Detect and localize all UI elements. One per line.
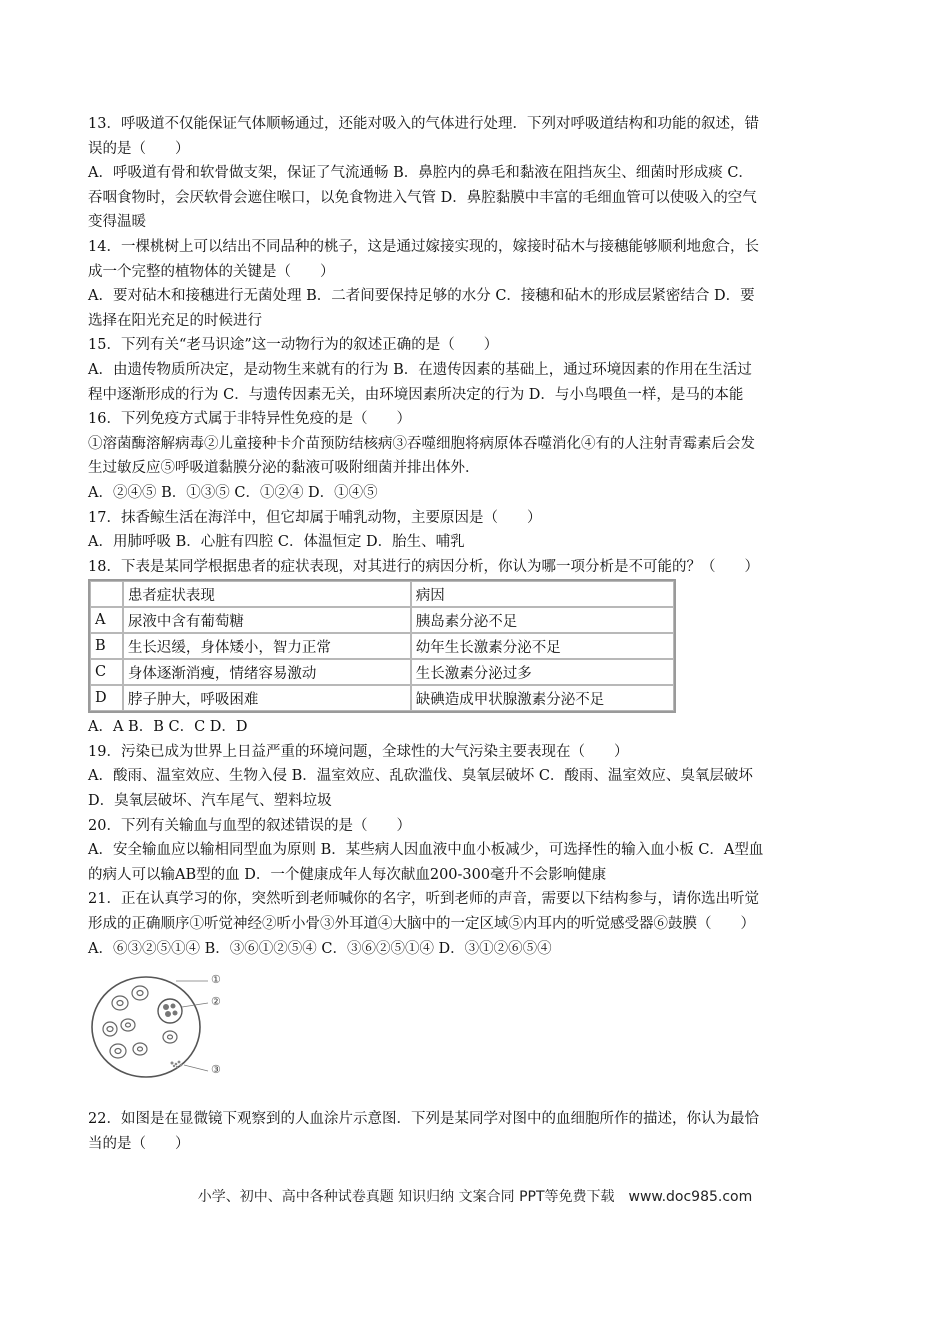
question-line: 当的是（ ）	[88, 1135, 190, 1152]
question-line: A．酸雨、温室效应、生物入侵 B．温室效应、乱砍滥伐、臭氧层破坏 C．酸雨、温室效应、臭氧层破坏	[88, 768, 753, 785]
question-line: 13．呼吸道不仅能保证气体顺畅通过，还能对吸入的气体进行处理．下列对呼吸道结构和功能的叙述，错	[88, 116, 759, 132]
question-21	[88, 887, 863, 961]
table-row	[90, 659, 674, 685]
question-line: 14．一棵桃树上可以结出不同品种的桃子，这是通过嫁接实现的，嫁接时砧木与接穗能够顺利地愈合，长	[88, 238, 759, 255]
table-cell: 幼年生长激素分泌不足	[411, 633, 674, 659]
table-cell: 生长迟缓，身体矮小，智力正常	[123, 633, 411, 659]
table-header-row	[90, 581, 674, 607]
question-line: 生过敏反应⑤呼吸道黏膜分泌的黏液可吸附细菌并排出体外．	[88, 460, 480, 477]
exam-content	[88, 112, 863, 1156]
question-17	[88, 506, 863, 555]
question-line: 程中逐渐形成的行为 C．与遗传因素无关，由环境因素所决定的行为 D．与小鸟喂鱼一样，是马的本能	[88, 386, 744, 403]
question-line: A．呼吸道有骨和软骨做支架，保证了气流通畅 B．鼻腔内的鼻毛和黏液在阻挡灰尘、细菌时形成痰 C．	[88, 165, 753, 182]
blood-smear-figure	[88, 967, 863, 1107]
question-line: 误的是（ ）	[88, 140, 190, 157]
question-options: A．A B．B C．C D．D	[88, 719, 248, 736]
table-cell: 生长激素分泌过多	[411, 659, 674, 685]
question-line: 20．下列有关输血与血型的叙述错误的是（ ）	[88, 817, 411, 834]
table-cell: 身体逐渐消瘦，情绪容易激动	[123, 659, 411, 685]
question-line: 的病人可以输AB型的血 D．一个健康成年人每次献血200-300毫升不会影响健康	[88, 866, 607, 883]
question-13	[88, 112, 863, 235]
table-cell: A	[90, 607, 123, 633]
question-line: 19．污染已成为世界上日益严重的环境问题，全球性的大气污染主要表现在（ ）	[88, 743, 629, 760]
table-cell: 尿液中含有葡萄糖	[123, 607, 411, 633]
question-line: 17．抹香鲸生活在海洋中，但它却属于哺乳动物，主要原因是（ ）	[88, 509, 542, 526]
question-line: D．臭氧层破坏、汽车尾气、塑料垃圾	[88, 793, 332, 810]
question-line: A．⑥③②⑤①④ B．③⑥①②⑤④ C．③⑥②⑤①④ D．③①②⑥⑤④	[88, 940, 552, 957]
table-cell: 患者症状表现	[123, 581, 411, 607]
question-line: 吞咽食物时，会厌软骨会遮住喉口，以免食物进入气管 D．鼻腔黏膜中丰富的毛细血管可以使吸入的空气	[88, 189, 757, 206]
table-cell: 胰岛素分泌不足	[411, 607, 674, 633]
symptom-table	[88, 579, 676, 713]
question-22	[88, 1107, 863, 1156]
question-line: A．由遗传物质所决定，是动物生来就有的行为 B．在遗传因素的基础上，通过环境因素的作用在生活过	[88, 361, 752, 378]
question-line: A．②④⑤ B．①③⑤ C．①②④ D．①④⑤	[88, 484, 378, 501]
question-line: A．安全输血应以输相同型血为原则 B．某些病人因血液中血小板减少，可选择性的输入血小板 C．A型血	[88, 842, 764, 859]
question-line: 21．正在认真学习的你，突然听到老师喊你的名字，听到老师的声音，需要以下结构参与，请你选出听觉	[88, 891, 759, 908]
question-line: 形成的正确顺序①听觉神经②听小骨③外耳道④大脑中的一定区域⑤内耳内的听觉感受器⑥鼓膜（ ）	[88, 916, 755, 933]
question-line: A．要对砧木和接穗进行无菌处理 B．二者间要保持足够的水分 C．接穗和砧木的形成层紧密结合 D．要	[88, 288, 755, 305]
table-row	[90, 685, 674, 711]
page-footer: 小学、初中、高中各种试卷真题 知识归纳 文案合同 PPT等免费下载 www.doc985.com	[197, 1189, 753, 1205]
question-19	[88, 740, 863, 814]
question-line: 15．下列有关“老马识途”这一动物行为的叙述正确的是（ ）	[88, 337, 499, 354]
question-line: 16．下列免疫方式属于非特异性免疫的是（ ）	[88, 411, 411, 428]
question-line: A．用肺呼吸 B．心脏有四腔 C．体温恒定 D．胎生、哺乳	[88, 534, 465, 551]
question-20	[88, 814, 863, 888]
table-cell: 病因	[411, 581, 674, 607]
table-cell: D	[90, 685, 123, 711]
question-18	[88, 555, 863, 740]
question-line: 18．下表是某同学根据患者的症状表现，对其进行的病因分析，你认为哪一项分析是不可能的？（ ）	[88, 558, 759, 575]
question-line: 22．如图是在显微镜下观察到的人血涂片示意图．下列是某同学对图中的血细胞所作的描述，你认为最恰	[88, 1111, 759, 1128]
table-cell: 脖子肿大，呼吸困难	[123, 685, 411, 711]
table-row	[90, 633, 674, 659]
figure-label-2: ②	[211, 995, 221, 1009]
question-14	[88, 235, 863, 333]
blood-smear-illustration	[88, 967, 228, 1087]
table-row	[90, 607, 674, 633]
figure-label-1: ①	[211, 973, 221, 987]
table-cell: B	[90, 633, 123, 659]
question-line: 变得温暖	[88, 214, 146, 231]
question-line: ①溶菌酶溶解病毒②儿童接种卡介苗预防结核病③吞噬细胞将病原体吞噬消化④有的人注射青霉素后会发	[88, 435, 755, 452]
question-line: 选择在阳光充足的时候进行	[88, 312, 262, 329]
table-cell: C	[90, 659, 123, 685]
question-line: 成一个完整的植物体的关键是（ ）	[88, 263, 335, 280]
table-cell: 缺碘造成甲状腺激素分泌不足	[411, 685, 674, 711]
question-16	[88, 407, 863, 505]
table-cell	[90, 581, 123, 607]
question-15	[88, 333, 863, 407]
figure-label-3: ③	[211, 1063, 221, 1077]
